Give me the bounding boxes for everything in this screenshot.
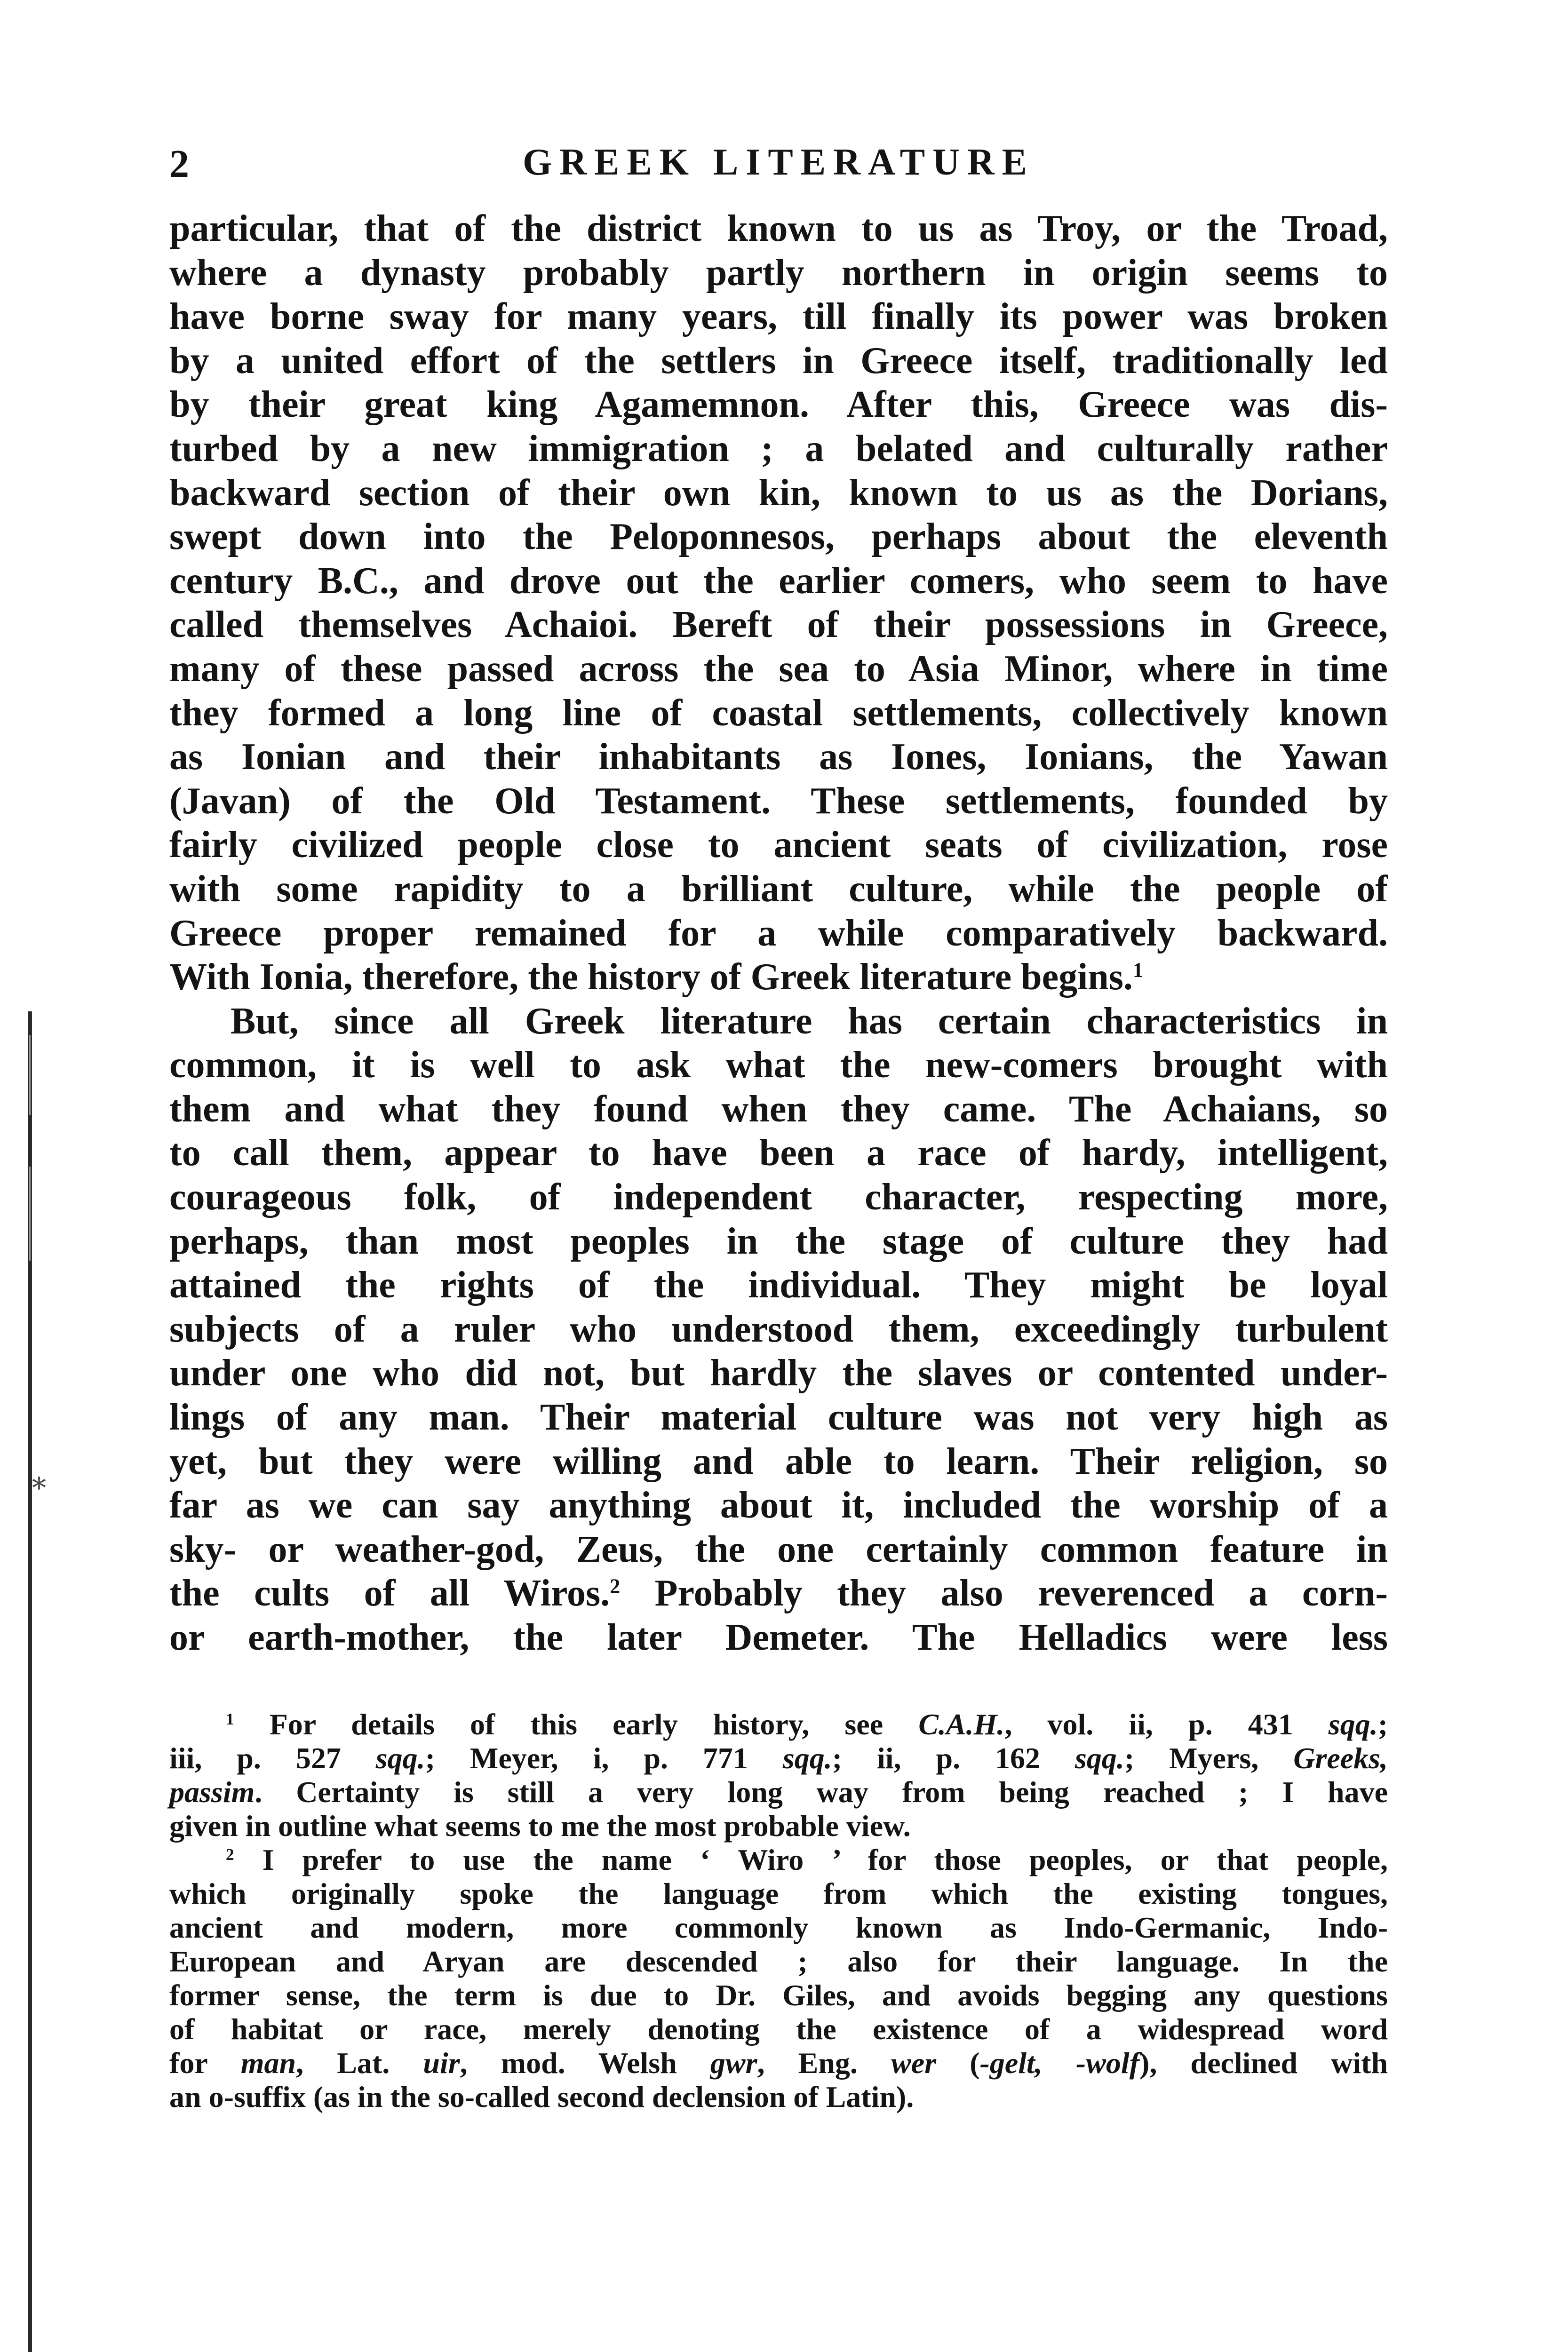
footnote-line: which originally spoke the language from which the existing tongues,	[169, 1877, 1388, 1910]
text-line: perhaps, than most peoples in the stage of culture they had	[169, 1220, 1388, 1262]
text-line: many of these passed across the sea to Asia Minor, where in time	[169, 648, 1388, 690]
text-fragment: With Ionia, therefore, the history of Greek literature begins.	[169, 956, 1133, 998]
footnotes	[169, 1708, 1388, 2114]
gutter-tick	[29, 1035, 31, 1115]
text-line: fairly civilized people close to ancient seats of civilization, rose	[169, 824, 1388, 866]
text-fragment: the cults of all Wiros.	[169, 1573, 610, 1614]
text-line: turbed by a new immigration ; a belated and culturally rather	[169, 428, 1388, 469]
text-line: attained the rights of the individual. They might be loyal	[169, 1264, 1388, 1306]
text-line: to call them, appear to have been a race of hardy, intelligent,	[169, 1132, 1388, 1174]
text-fragment: century	[169, 560, 293, 602]
footnote-line: ancient and modern, more commonly known as Indo-Germanic, Indo-	[169, 1911, 1388, 1944]
gutter-tick	[29, 1167, 31, 1261]
text-line: have borne sway for many years, till finally its power was broken	[169, 296, 1388, 338]
text-line: where a dynasty probably partly northern in origin seems to	[169, 252, 1388, 294]
footnote-line: passim. Certainty is still a very long way from being reached ; I have	[169, 1775, 1388, 1809]
text-line: Greece proper remained for a while comparatively backward.	[169, 912, 1388, 954]
footnote-line: $^1$ For details of this early history, see C.A.H., vol. ii, p. 431 sqq.;	[226, 1708, 1388, 1741]
text-line: as Ionian and their inhabitants as Iones, Ionians, the Yawan	[169, 736, 1388, 778]
text-line: they formed a long line of coastal settlements, collectively known	[169, 692, 1388, 734]
footnote-marker-2: 2	[226, 1845, 234, 1864]
text-line: far as we can say anything about it, included the worship of a	[169, 1485, 1388, 1526]
text-line: them and what they found when they came. The Achaians, so	[169, 1088, 1388, 1130]
footnote-ref-2: 2	[610, 1575, 621, 1598]
text-line: sky- or weather-god, Zeus, the one certainly common feature in	[169, 1528, 1388, 1570]
text-line: yet, but they were willing and able to learn. Their religion, so	[169, 1440, 1388, 1482]
running-title: GREEK LITERATURE	[522, 142, 1035, 183]
footnote-line: former sense, the term is due to Dr. Giles, and avoids begging any questions	[169, 1979, 1388, 2012]
main-text	[169, 207, 1388, 1660]
footnote-line: an o-suffix (as in the so-called second declension of Latin).	[169, 2080, 914, 2114]
text-line: with some rapidity to a brilliant culture, while the people of	[169, 868, 1388, 910]
text-line: under one who did not, but hardly the slaves or contented under-	[169, 1352, 1388, 1394]
text-line: (Javan) of the Old Testament. These settlements, founded by	[169, 780, 1388, 822]
footnote-line: of habitat or race, merely denoting the existence of a widespread word	[169, 2012, 1388, 2046]
text-fragment: , and drove out the earlier comers, who seem to have	[389, 560, 1388, 602]
text-line	[169, 559, 1388, 604]
text-line	[169, 1572, 1388, 1616]
footnote-line: given in outline what seems to me the most probable view.	[169, 1809, 911, 1843]
era-abbreviation: B.C.	[318, 560, 389, 602]
footnote-line: iii, p. 527 sqq.; Meyer, i, p. 771 sqq.; ii, p. 162 sqq.; Myers, Greeks,	[169, 1741, 1388, 1775]
text-line: particular, that of the district known to us as Troy, or the Troad,	[169, 208, 1388, 249]
text-line: by a united effort of the settlers in Greece itself, traditionally led	[169, 340, 1388, 381]
text-fragment: Probably they also reverenced a corn-	[620, 1573, 1388, 1614]
gutter-pencil-mark: ⁎	[32, 1464, 46, 1495]
footnote-ref-1: 1	[1132, 958, 1143, 982]
text-line: But, since all Greek literature has certain characteristics in	[231, 1000, 1388, 1042]
text-line: courageous folk, of independent character, respecting more,	[169, 1176, 1388, 1218]
text-line: subjects of a ruler who understood them, exceedingly turbulent	[169, 1308, 1388, 1350]
text-line: by their great king Agamemnon. After this, Greece was dis-	[169, 384, 1388, 426]
text-line: lings of any man. Their material culture was not very high as	[169, 1397, 1388, 1438]
text-line: common, it is well to ask what the new-comers brought with	[169, 1044, 1388, 1086]
page-number: 2	[169, 142, 189, 186]
footnote-line: for man, Lat. uir, mod. Welsh gwr, Eng. wer (-gelt, -wolf), declined with	[169, 2046, 1388, 2080]
text-line: backward section of their own kin, known to us as the Dorians,	[169, 472, 1388, 514]
footnote-line: European and Aryan are descended ; also for their language. In the	[169, 1945, 1388, 1978]
text-line	[169, 955, 1388, 1000]
text-line: called themselves Achaioi. Bereft of their possessions in Greece,	[169, 604, 1388, 646]
footnote-marker-1: 1	[226, 1709, 234, 1728]
page-header	[169, 141, 1388, 198]
text-line: swept down into the Peloponnesos, perhaps about the eleventh	[169, 516, 1388, 558]
text-line: or earth-mother, the later Demeter. The Helladics were less	[169, 1617, 1388, 1658]
footnote-line: $^2$ I prefer to use the name ‘ Wiro ’ for those peoples, or that people,	[226, 1843, 1388, 1876]
